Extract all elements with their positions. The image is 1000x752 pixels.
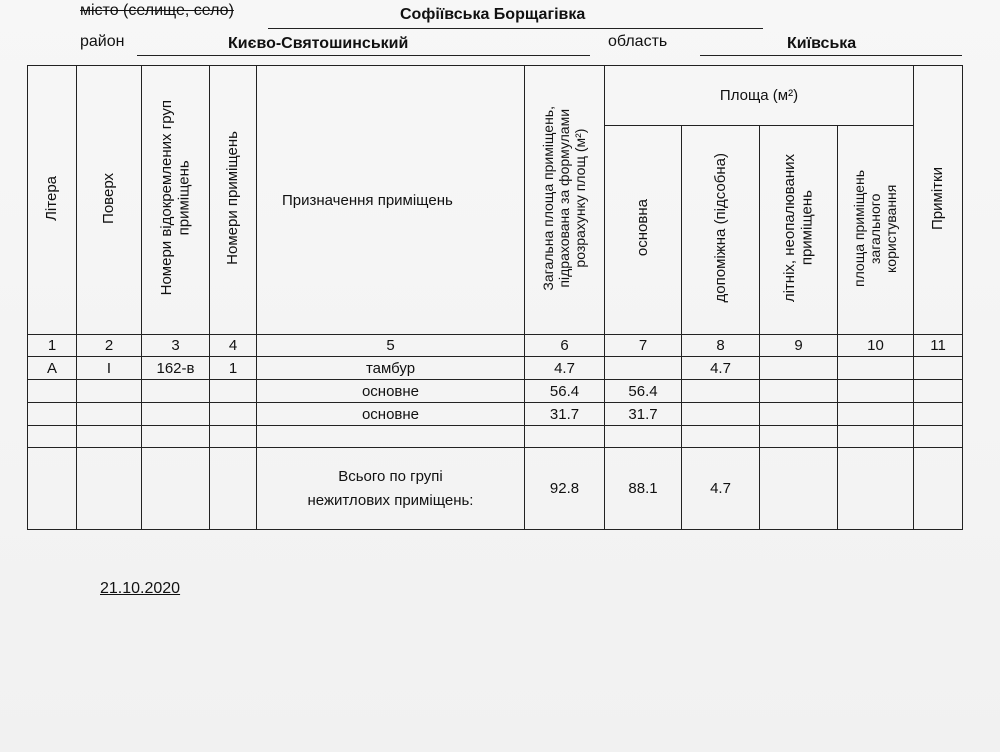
- cell-main: 31.7: [605, 403, 682, 426]
- cell-common: [838, 380, 914, 403]
- cell-litera: [28, 380, 77, 403]
- cell-poverkh: [77, 448, 142, 530]
- col-header-area-group: Площа (м²): [605, 66, 914, 126]
- total-summer-value: [760, 448, 838, 530]
- cell-litera: А: [28, 357, 77, 380]
- cell-room-number: 1: [210, 357, 257, 380]
- region-underline: [700, 55, 962, 56]
- col-number: 3: [142, 335, 210, 357]
- header-row-1: [28, 66, 963, 126]
- cell-common: [838, 403, 914, 426]
- total-main-value: 88.1: [605, 448, 682, 530]
- total-row: [28, 448, 963, 530]
- total-auxiliary-value: 4.7: [682, 448, 760, 530]
- col-header-auxiliary: допоміжна (підсобна): [682, 126, 760, 335]
- city-label: місто (селище, село): [80, 2, 234, 19]
- district-underline: [137, 55, 590, 56]
- col-header-room-numbers: Номери приміщень: [210, 66, 257, 335]
- total-common-value: [838, 448, 914, 530]
- col-number: 8: [682, 335, 760, 357]
- cell-notes: [914, 357, 963, 380]
- cell-total-area: 31.7: [525, 403, 605, 426]
- col-number: 6: [525, 335, 605, 357]
- district-label: район: [80, 33, 125, 50]
- cell-litera: [28, 448, 77, 530]
- cell-purpose: основне: [257, 403, 525, 426]
- col-header-common: площа приміщень загального користування: [838, 126, 914, 335]
- cell-purpose: тамбур: [257, 357, 525, 380]
- cell-room-number: [210, 403, 257, 426]
- cell-notes: [914, 403, 963, 426]
- cell-total-area: [525, 426, 605, 448]
- total-label-line1: Всього по групі: [338, 468, 443, 486]
- col-number: 2: [77, 335, 142, 357]
- total-label-line2: нежитлових приміщень:: [307, 491, 474, 509]
- region-label: область: [608, 33, 668, 50]
- col-header-main: основна: [605, 126, 682, 335]
- cell-room-number: [210, 426, 257, 448]
- premises-table: [27, 65, 963, 530]
- cell-litera: [28, 426, 77, 448]
- cell-room-number: [210, 380, 257, 403]
- col-header-purpose: Призначення приміщень: [257, 66, 525, 335]
- col-header-group-numbers: Номери відокремлених груп приміщень: [142, 66, 210, 335]
- table-row: [28, 426, 963, 448]
- cell-group-number: [142, 426, 210, 448]
- col-header-total-area: Загальна площа приміщень, підрахована за формулами розрахунку площ (м²): [525, 66, 605, 335]
- cell-auxiliary: [682, 426, 760, 448]
- column-number-row: [28, 335, 963, 357]
- cell-main: [605, 357, 682, 380]
- cell-notes: [914, 426, 963, 448]
- district-value: Києво-Святошинський: [228, 35, 409, 52]
- col-number: 5: [257, 335, 525, 357]
- cell-poverkh: [77, 426, 142, 448]
- city-value: Софіївська Борщагівка: [400, 6, 586, 23]
- col-number: 1: [28, 335, 77, 357]
- cell-purpose: основне: [257, 380, 525, 403]
- table-row: [28, 357, 963, 380]
- city-underline: [268, 28, 763, 29]
- col-number: 10: [838, 335, 914, 357]
- cell-group-number: 162-в: [142, 357, 210, 380]
- col-header-summer: літніх, неопалюваних приміщень: [760, 126, 838, 335]
- cell-main: 56.4: [605, 380, 682, 403]
- col-number: 4: [210, 335, 257, 357]
- cell-poverkh: І: [77, 357, 142, 380]
- col-header-litera: Літера: [28, 66, 77, 335]
- total-area-value: 92.8: [525, 448, 605, 530]
- cell-poverkh: [77, 403, 142, 426]
- cell-group-number: [142, 380, 210, 403]
- cell-notes: [914, 380, 963, 403]
- cell-litera: [28, 403, 77, 426]
- col-header-poverkh: Поверх: [77, 66, 142, 335]
- col-number: 9: [760, 335, 838, 357]
- cell-summer: [760, 426, 838, 448]
- cell-poverkh: [77, 380, 142, 403]
- total-label: [257, 448, 525, 530]
- cell-total-area: 4.7: [525, 357, 605, 380]
- col-number: 7: [605, 335, 682, 357]
- cell-purpose: [257, 426, 525, 448]
- cell-room-number: [210, 448, 257, 530]
- cell-auxiliary: [682, 380, 760, 403]
- cell-auxiliary: 4.7: [682, 357, 760, 380]
- cell-total-area: 56.4: [525, 380, 605, 403]
- cell-auxiliary: [682, 403, 760, 426]
- region-value: Київська: [787, 35, 857, 52]
- document-date: 21.10.2020: [100, 580, 181, 597]
- table-row: [28, 403, 963, 426]
- col-header-notes: Примітки: [914, 66, 963, 335]
- cell-common: [838, 426, 914, 448]
- cell-group-number: [142, 448, 210, 530]
- cell-group-number: [142, 403, 210, 426]
- cell-summer: [760, 403, 838, 426]
- col-number: 11: [914, 335, 963, 357]
- table-row: [28, 380, 963, 403]
- cell-common: [838, 357, 914, 380]
- total-notes-value: [914, 448, 963, 530]
- cell-summer: [760, 380, 838, 403]
- cell-main: [605, 426, 682, 448]
- cell-summer: [760, 357, 838, 380]
